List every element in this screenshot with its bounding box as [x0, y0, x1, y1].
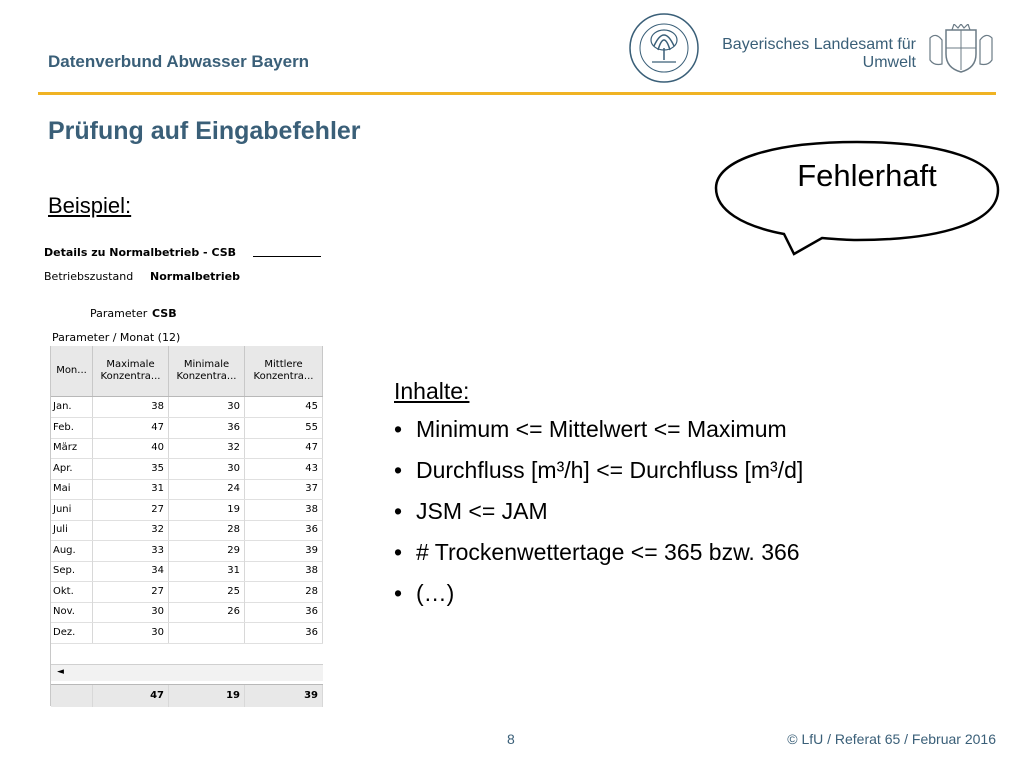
- value-cell: 30: [169, 459, 245, 479]
- value-cell: 35: [93, 459, 169, 479]
- value-cell: 19: [169, 500, 245, 520]
- table-row[interactable]: [51, 418, 323, 439]
- column-header[interactable]: Mon...: [51, 346, 93, 396]
- betriebszustand-value: Normalbetrieb: [150, 270, 240, 283]
- value-cell: 38: [93, 397, 169, 417]
- value-cell: 39: [245, 541, 323, 561]
- value-cell: 36: [169, 418, 245, 438]
- value-cell: 38: [245, 500, 323, 520]
- scroll-left-icon[interactable]: ◄: [57, 667, 64, 677]
- value-cell: 45: [245, 397, 323, 417]
- value-cell: 36: [245, 520, 323, 540]
- ministry-seal-icon: [628, 12, 700, 84]
- contents-section: [394, 378, 803, 618]
- table-row[interactable]: [51, 479, 323, 500]
- table-row[interactable]: [51, 582, 323, 603]
- month-cell: Mai: [51, 479, 93, 499]
- table-row[interactable]: [51, 397, 323, 418]
- agency-name: [706, 36, 916, 72]
- value-cell: 24: [169, 479, 245, 499]
- month-cell: Dez.: [51, 623, 93, 643]
- list-item: • Durchfluss [m³/h] <= Durchfluss [m³/d]: [394, 454, 803, 495]
- month-cell: Sep.: [51, 561, 93, 581]
- grid-footer-row: [51, 684, 323, 707]
- month-cell: Nov.: [51, 602, 93, 622]
- value-cell: 38: [245, 561, 323, 581]
- column-header[interactable]: Minimale Konzentra...: [169, 346, 245, 396]
- value-cell: 43: [245, 459, 323, 479]
- copyright: © LfU / Referat 65 / Februar 2016: [787, 731, 996, 747]
- value-cell: 40: [93, 438, 169, 458]
- value-cell: 31: [93, 479, 169, 499]
- table-row[interactable]: [51, 520, 323, 541]
- bubble-text: Fehlerhaft: [797, 158, 937, 193]
- footer-cell: 47: [93, 685, 169, 707]
- value-cell: 34: [93, 561, 169, 581]
- value-cell: 33: [93, 541, 169, 561]
- betriebszustand-label: Betriebszustand: [44, 270, 134, 283]
- list-item: • Minimum <= Mittelwert <= Maximum: [394, 413, 803, 454]
- value-cell: 31: [169, 561, 245, 581]
- value-cell: 37: [245, 479, 323, 499]
- month-cell: Feb.: [51, 418, 93, 438]
- grid-header-row: [51, 346, 323, 397]
- speech-bubble: [712, 138, 1002, 258]
- horizontal-scrollbar[interactable]: [51, 664, 323, 681]
- value-cell: 27: [93, 500, 169, 520]
- table-row[interactable]: [51, 602, 323, 623]
- value-cell: 32: [93, 520, 169, 540]
- value-cell: [169, 623, 245, 643]
- grid-caption: Parameter / Monat (12): [52, 331, 181, 344]
- agency-name-line1: Bayerisches Landesamt für: [722, 36, 916, 53]
- details-title: Details zu Normalbetrieb - CSB: [44, 246, 237, 259]
- value-cell: 30: [93, 602, 169, 622]
- contents-list: [394, 413, 803, 618]
- month-cell: Juni: [51, 500, 93, 520]
- month-cell: März: [51, 438, 93, 458]
- month-cell: Jan.: [51, 397, 93, 417]
- value-cell: 47: [93, 418, 169, 438]
- org-title: Datenverbund Abwasser Bayern: [48, 52, 310, 71]
- footer-cell: [51, 685, 93, 707]
- value-cell: 32: [169, 438, 245, 458]
- month-cell: Aug.: [51, 541, 93, 561]
- value-cell: 55: [245, 418, 323, 438]
- value-cell: 36: [245, 623, 323, 643]
- table-row[interactable]: [51, 500, 323, 521]
- slide-title: Prüfung auf Eingabefehler: [48, 117, 361, 145]
- value-cell: 28: [245, 582, 323, 602]
- contents-heading: Inhalte:: [394, 378, 470, 404]
- table-row[interactable]: [51, 438, 323, 459]
- agency-name-line2: Umwelt: [862, 54, 916, 71]
- value-cell: 30: [169, 397, 245, 417]
- example-label: Beispiel:: [48, 193, 132, 218]
- table-row[interactable]: [51, 561, 323, 582]
- table-row[interactable]: [51, 623, 323, 644]
- value-cell: 29: [169, 541, 245, 561]
- value-cell: 28: [169, 520, 245, 540]
- footer-cell: 19: [169, 685, 245, 707]
- value-cell: 25: [169, 582, 245, 602]
- page-number: 8: [507, 731, 515, 747]
- value-cell: 47: [245, 438, 323, 458]
- header-divider: [38, 92, 996, 95]
- table-row[interactable]: [51, 459, 323, 480]
- table-row[interactable]: [51, 541, 323, 562]
- data-grid: [50, 346, 323, 706]
- month-cell: Juli: [51, 520, 93, 540]
- parameter-value: CSB: [152, 307, 177, 320]
- column-header[interactable]: Maximale Konzentra...: [93, 346, 169, 396]
- list-item: • JSM <= JAM: [394, 495, 803, 536]
- month-cell: Okt.: [51, 582, 93, 602]
- embedded-table-screenshot: [40, 238, 324, 706]
- month-cell: Apr.: [51, 459, 93, 479]
- column-header[interactable]: Mittlere Konzentra...: [245, 346, 323, 396]
- value-cell: 26: [169, 602, 245, 622]
- parameter-label: Parameter: [90, 307, 148, 320]
- details-title-underline: [253, 256, 321, 257]
- value-cell: 27: [93, 582, 169, 602]
- list-item: • (…): [394, 577, 803, 618]
- bavarian-crest-icon: [924, 24, 998, 76]
- value-cell: 30: [93, 623, 169, 643]
- footer-cell: 39: [245, 685, 323, 707]
- list-item: • # Trockenwettertage <= 365 bzw. 366: [394, 536, 803, 577]
- value-cell: 36: [245, 602, 323, 622]
